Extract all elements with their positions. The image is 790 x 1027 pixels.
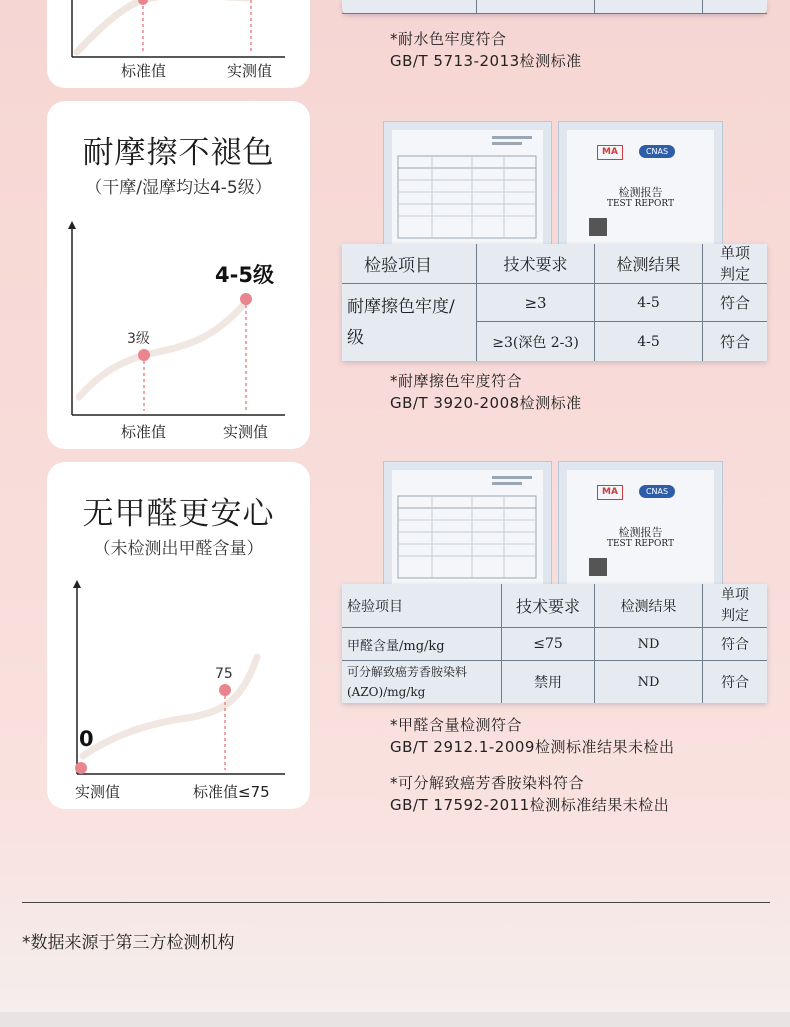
x-label-standard: 标准值 xyxy=(121,62,167,80)
report-table-thumbnail xyxy=(392,470,541,582)
row2-item: 可分解致癌芳香胺染料(AZO)/mg/kg xyxy=(342,661,502,703)
report-cover-page xyxy=(558,461,723,593)
x-label-measured: 实测值 xyxy=(223,423,269,441)
cma-logo-icon: MA xyxy=(597,145,623,160)
cert-title-cn: 检测报告 xyxy=(618,186,663,199)
water-note xyxy=(390,28,582,72)
measured-value-label: 4-5级 xyxy=(215,263,274,287)
x-label-measured: 实测值 xyxy=(227,62,273,80)
water-report-table-partial xyxy=(342,0,767,14)
cert-title-en: TEST REPORT xyxy=(606,539,674,549)
header-requirement: 技术要求 xyxy=(477,244,595,284)
report-table-thumbnail xyxy=(392,130,541,242)
header-result: 检测结果 xyxy=(595,584,703,628)
qr-code-icon xyxy=(589,218,607,236)
bottom-band xyxy=(0,1012,790,1027)
water-note-line1: *耐水色牢度符合 xyxy=(390,30,507,48)
x-label-standard: 标准值 xyxy=(121,423,167,441)
report-page-data xyxy=(383,461,552,593)
row-item: 耐摩擦色牢度/级 xyxy=(342,284,477,361)
row2-requirement: 禁用 xyxy=(502,661,595,703)
standard-value-label: 75 xyxy=(215,666,233,682)
report-page-data xyxy=(383,121,552,253)
card-title: 无甲醛更安心 xyxy=(82,496,275,532)
qr-code-icon xyxy=(589,558,607,576)
standard-point xyxy=(138,349,150,361)
formaldehyde-card xyxy=(47,462,310,809)
measured-value-label: 0 xyxy=(79,727,94,751)
card-subtitle: （干摩/湿摩均达4-5级） xyxy=(85,178,272,198)
formaldehyde-report-table xyxy=(342,584,767,703)
measured-point xyxy=(75,762,87,774)
x-label-measured: 实测值 xyxy=(75,783,121,801)
cma-logo-icon: MA xyxy=(597,485,623,500)
header-verdict: 单项判定 xyxy=(703,584,767,628)
row1-requirement: ≤75 xyxy=(502,628,595,661)
card-subtitle: （未检测出甲醛含量） xyxy=(93,539,264,559)
cert-title-cn: 检测报告 xyxy=(618,526,663,539)
measured-point xyxy=(240,293,252,305)
x-label-standard: 标准值≤75 xyxy=(193,783,270,801)
row1-result: ND xyxy=(595,628,703,661)
row2-result: ND xyxy=(595,661,703,703)
water-note-line2: GB/T 5713-2013检测标准 xyxy=(390,52,582,70)
azo-note-line2: GB/T 17592-2011检测标准结果未检出 xyxy=(390,796,670,814)
formaldehyde-note-line1: *甲醛含量检测符合 xyxy=(390,716,523,734)
azo-note-line1: *可分解致癌芳香胺染料符合 xyxy=(390,774,585,792)
standard-point xyxy=(219,684,231,696)
header-item: 检验项目 xyxy=(342,244,477,284)
row1-requirement: ≥3 xyxy=(477,284,595,322)
formaldehyde-note xyxy=(390,714,674,816)
formaldehyde-note-line2: GB/T 2912.1-2009检测标准结果未检出 xyxy=(390,738,675,756)
report-cover-page xyxy=(558,121,723,253)
row2-verdict: 符合 xyxy=(721,675,749,691)
rubbing-chart xyxy=(47,211,310,421)
row1-verdict: 符合 xyxy=(703,284,767,322)
row2-requirement: ≥3(深色 2-3) xyxy=(477,322,595,361)
footer-divider xyxy=(22,902,770,903)
cert-title-en: TEST REPORT xyxy=(606,199,674,209)
row1-verdict: 符合 xyxy=(703,628,767,661)
standard-value-label: 3级 xyxy=(127,331,150,347)
footer-source-note: *数据来源于第三方检测机构 xyxy=(22,933,235,953)
header-requirement: 技术要求 xyxy=(502,584,595,628)
header-result: 检测结果 xyxy=(595,244,703,284)
cnas-logo-icon: CNAS xyxy=(639,485,675,498)
rubbing-fastness-card xyxy=(47,101,310,449)
rubbing-note xyxy=(390,370,582,414)
row2-verdict: 符合 xyxy=(719,333,750,351)
rubbing-note-line1: *耐摩擦色牢度符合 xyxy=(390,372,523,390)
header-item: 检验项目 xyxy=(342,584,502,628)
rubbing-note-line2: GB/T 3920-2008检测标准 xyxy=(390,394,582,412)
row2-result: 4-5 xyxy=(595,322,703,361)
row1-item: 甲醛含量/mg/kg xyxy=(342,628,502,661)
rubbing-report-table xyxy=(342,244,767,361)
header-verdict: 单项判定 xyxy=(703,244,767,284)
card-title: 耐摩擦不褪色 xyxy=(82,135,275,171)
row1-result: 4-5 xyxy=(595,284,703,322)
water-fastness-card xyxy=(47,0,310,88)
cnas-logo-icon: CNAS xyxy=(639,145,675,158)
